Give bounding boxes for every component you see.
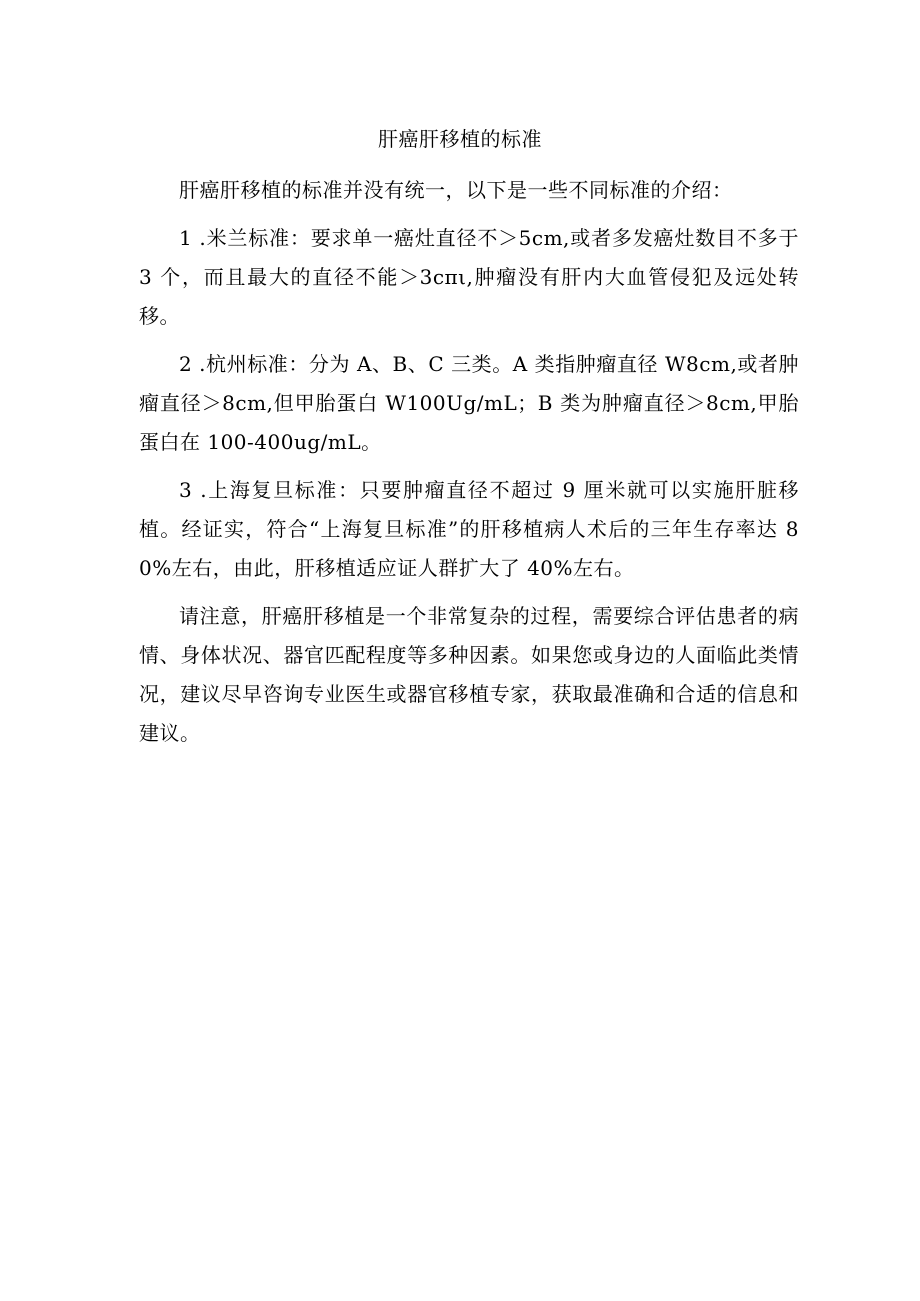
intro-paragraph: 肝癌肝移植的标准并没有统一，以下是一些不同标准的介绍： <box>179 178 733 202</box>
document-title: 肝癌肝移植的标准 <box>378 127 542 151</box>
criterion-shanghai-fudan: 3 .上海复旦标准：只要肿瘤直径不超过 9 厘米就可以实施肝脏移植。经证实，符合“上海复旦标准”的肝移植病人术后的三年生存率达 80%左右，由此，肝移植适应证人群扩大了 40%左右。 <box>139 478 799 580</box>
criterion-hangzhou: 2 .杭州标准：分为 A、B、C 三类。A 类指肿瘤直径 W8cm,或者肿瘤直径＞8cm,但甲胎蛋白 W100Ug/mL；B 类为肿瘤直径＞8cm,甲胎蛋白在 100-400ug/mL。 <box>139 352 799 454</box>
note-paragraph: 请注意，肝癌肝移植是一个非常复杂的过程，需要综合评估患者的病情、身体状况、器官匹配程度等多种因素。如果您或身边的人面临此类情况，建议尽早咨询专业医生或器官移植专家，获取最准确和合适的信息和建议。 <box>139 604 799 745</box>
criterion-milan: 1 .米兰标准：要求单一癌灶直径不＞5cm,或者多发癌灶数目不多于 3 个，而且最大的直径不能＞3cπι,肿瘤没有肝内大血管侵犯及远处转移。 <box>139 226 799 328</box>
document-body <box>139 171 799 753</box>
